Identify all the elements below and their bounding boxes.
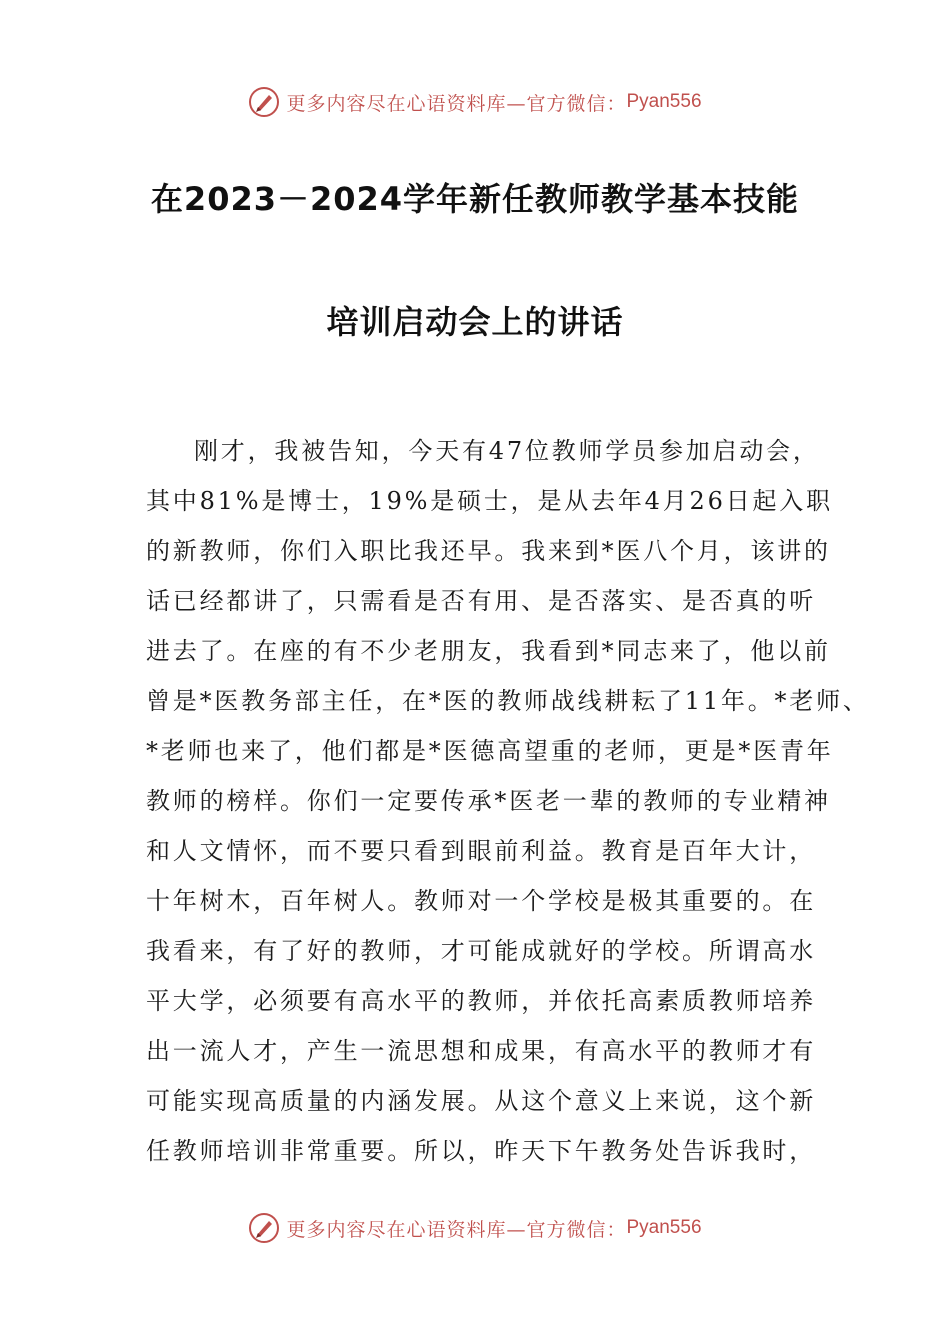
- body-line: 教师的榜样。你们一定要传承*医老一辈的教师的专业精神: [146, 787, 831, 815]
- body-line: 话已经都讲了，只需看是否有用、是否落实、是否真的听: [146, 587, 816, 615]
- header-wechat-id: Pyan556: [626, 91, 702, 112]
- footer-wechat-id: Pyan556: [626, 1217, 702, 1238]
- footer-banner-text: 更多内容尽在心语资料库—官方微信：: [286, 1218, 627, 1241]
- body-line: 其中81%是博士，19%是硕士，是从去年4月26日起入职: [146, 487, 833, 515]
- body-line: 刚才，我被告知，今天有47位教师学员参加启动会，: [194, 437, 820, 465]
- body-line: 曾是*医教务部主任，在*医的教师战线耕耘了11年。*老师、: [146, 687, 870, 715]
- document-title-line-2: 培训启动会上的讲话: [326, 303, 624, 341]
- body-paragraph: [146, 426, 870, 1176]
- body-line: 任教师培训非常重要。所以，昨天下午教务处告诉我时，: [146, 1137, 816, 1165]
- body-line: 出一流人才，产生一流思想和成果，有高水平的教师才有: [146, 1037, 816, 1065]
- body-line: 和人文情怀，而不要只看到眼前利益。教育是百年大计，: [146, 837, 816, 865]
- body-line: 十年树木，百年树人。教师对一个学校是极其重要的。在: [146, 887, 816, 915]
- header-banner-text: 更多内容尽在心语资料库—官方微信：: [286, 92, 627, 115]
- body-line: *老师也来了，他们都是*医德高望重的老师，更是*医青年: [146, 737, 834, 765]
- pen-logo-icon: [248, 1212, 280, 1244]
- body-line: 平大学，必须要有高水平的教师，并依托高素质教师培养: [146, 987, 816, 1015]
- document-title-line-1: 在2023－2024学年新任教师教学基本技能: [150, 180, 800, 218]
- footer-banner: [0, 1208, 950, 1248]
- body-line: 的新教师，你们入职比我还早。我来到*医八个月，该讲的: [146, 537, 831, 565]
- header-banner: [0, 82, 950, 122]
- pen-logo-icon: [248, 86, 280, 118]
- body-line: 我看来，有了好的教师，才可能成就好的学校。所谓高水: [146, 937, 816, 965]
- body-line: 可能实现高质量的内涵发展。从这个意义上来说，这个新: [146, 1087, 816, 1115]
- body-line: 进去了。在座的有不少老朋友，我看到*同志来了，他以前: [146, 637, 831, 665]
